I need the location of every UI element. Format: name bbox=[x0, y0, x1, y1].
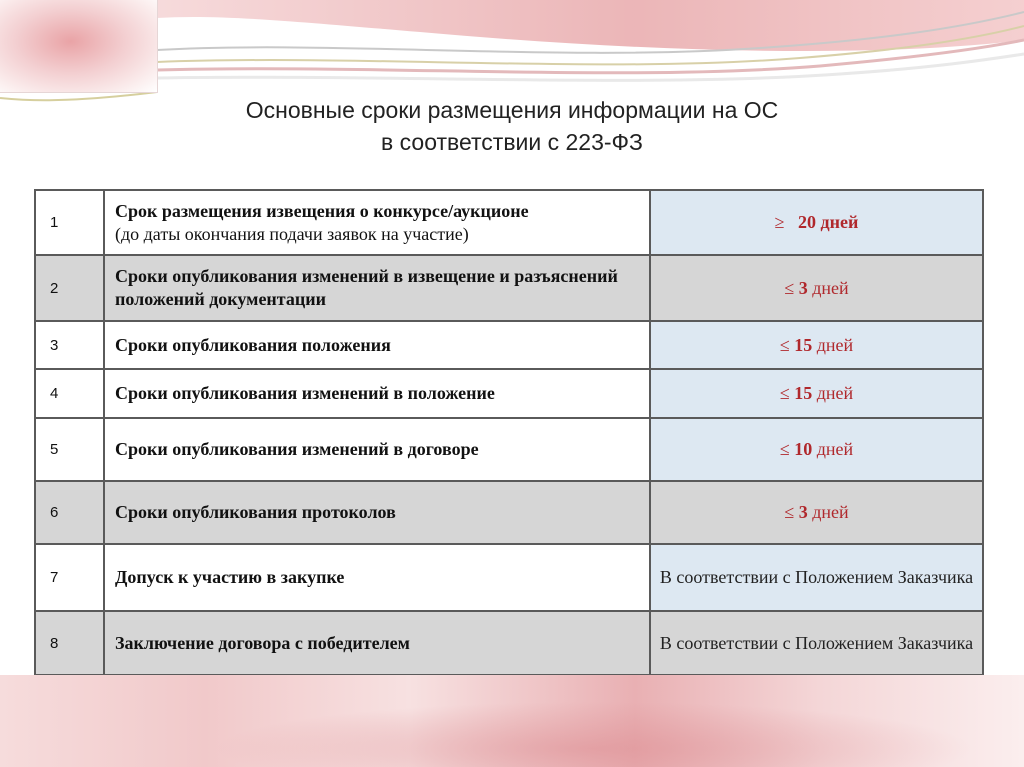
comparison-sign: ≤ bbox=[779, 383, 790, 403]
value-amount: 10 bbox=[794, 439, 813, 459]
row-description bbox=[104, 321, 650, 369]
table-row bbox=[35, 321, 983, 369]
bottom-decoration bbox=[0, 675, 1024, 767]
row-description bbox=[104, 611, 650, 675]
row-number: 5 bbox=[35, 418, 104, 481]
table-row bbox=[35, 369, 983, 418]
comparison-sign: ≤ bbox=[784, 277, 795, 298]
row-description-sub: (до даты окончания подачи заявок на участие) bbox=[115, 223, 469, 244]
deadlines-table bbox=[34, 189, 984, 676]
row-value: В соответствии с Положением Заказчика bbox=[650, 544, 983, 611]
value-unit: дней bbox=[816, 439, 854, 459]
table-row bbox=[35, 544, 983, 611]
value-unit: дней bbox=[816, 334, 854, 355]
row-description bbox=[104, 418, 650, 481]
row-value bbox=[650, 481, 983, 544]
value-amount: 20 bbox=[798, 212, 817, 232]
value-amount: 3 bbox=[798, 502, 808, 522]
row-description-main: Сроки опубликования изменений в договоре bbox=[115, 439, 479, 459]
corner-gradient-square bbox=[0, 0, 158, 93]
comparison-sign: ≤ bbox=[779, 334, 790, 355]
table-row bbox=[35, 190, 983, 255]
value-amount: 3 bbox=[798, 277, 808, 298]
row-value bbox=[650, 190, 983, 255]
row-description-main: Срок размещения извещения о конкурсе/аукционе bbox=[115, 200, 529, 221]
row-value bbox=[650, 321, 983, 369]
table-row bbox=[35, 418, 983, 481]
value-unit: дней bbox=[816, 383, 854, 403]
table-row bbox=[35, 481, 983, 544]
value-unit: дней bbox=[812, 502, 849, 522]
row-number: 3 bbox=[35, 321, 104, 369]
value-amount: 15 bbox=[794, 383, 813, 403]
value-unit: дней bbox=[812, 277, 849, 298]
row-description-main: Сроки опубликования протоколов bbox=[115, 502, 396, 522]
row-number: 1 bbox=[35, 190, 104, 255]
comparison-sign: ≤ bbox=[784, 502, 795, 522]
comparison-sign: ≤ bbox=[779, 439, 790, 459]
row-number: 7 bbox=[35, 544, 104, 611]
row-number: 2 bbox=[35, 255, 104, 321]
row-description-main: Сроки опубликования изменений в извещение и разъяснений положений документации bbox=[115, 266, 618, 309]
row-description bbox=[104, 544, 650, 611]
row-number: 8 bbox=[35, 611, 104, 675]
table-row bbox=[35, 611, 983, 675]
row-value bbox=[650, 255, 983, 321]
row-value: В соответствии с Положением Заказчика bbox=[650, 611, 983, 675]
row-description bbox=[104, 255, 650, 321]
slide-title bbox=[0, 94, 1024, 158]
row-description-main: Допуск к участию в закупке bbox=[115, 567, 345, 587]
row-value bbox=[650, 369, 983, 418]
value-unit: дней bbox=[820, 212, 859, 232]
row-number: 6 bbox=[35, 481, 104, 544]
comparison-sign: ≥ bbox=[774, 212, 785, 232]
title-line-2: в соответствии с 223-ФЗ bbox=[381, 129, 643, 155]
row-number: 4 bbox=[35, 369, 104, 418]
row-description bbox=[104, 369, 650, 418]
row-description-main: Заключение договора с победителем bbox=[115, 632, 410, 653]
title-line-1: Основные сроки размещения информации на ОС bbox=[245, 97, 779, 123]
row-value bbox=[650, 418, 983, 481]
row-description bbox=[104, 481, 650, 544]
row-description-main: Сроки опубликования положения bbox=[115, 334, 391, 355]
row-description-main: Сроки опубликования изменений в положение bbox=[115, 383, 495, 403]
value-amount: 15 bbox=[794, 334, 813, 355]
table-row bbox=[35, 255, 983, 321]
row-description bbox=[104, 190, 650, 255]
